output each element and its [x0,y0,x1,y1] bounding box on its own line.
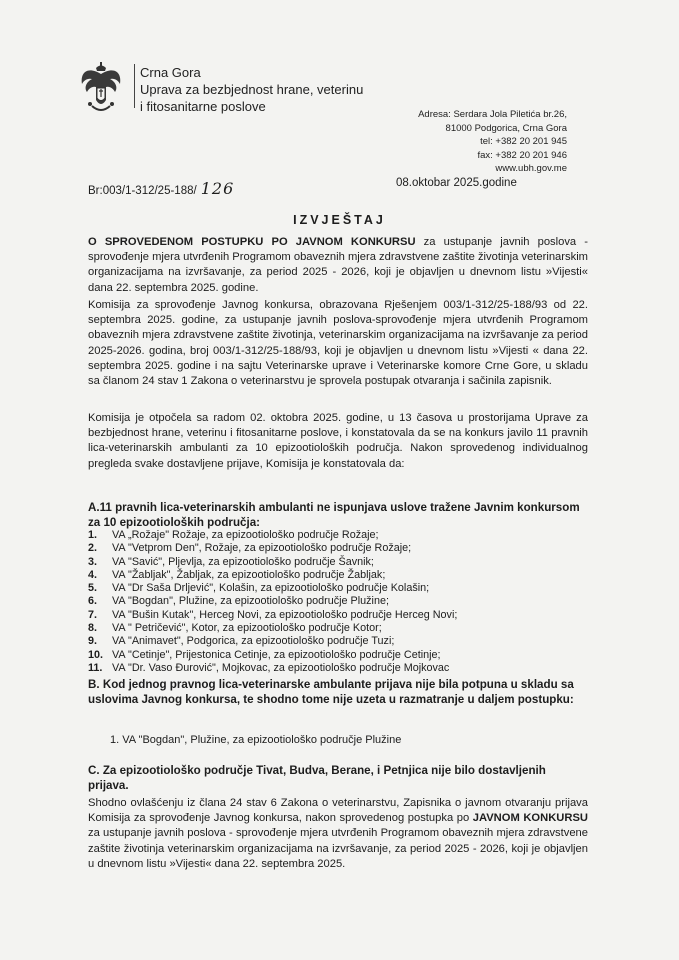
list-item-text: VA "Vetprom Den", Rožaje, za epizootiološko područje Rožaje; [112,542,412,555]
list-item-text: VA "Žabljak", Žabljak, za epizootiološko područje Žabljak; [112,568,386,581]
closing-part2: za ustupanje javnih poslova - sprovođenje mjera utvrđenih Programom obaveznih mjera zdravstvene zaštite životinja veterinarskim organizacijama na izvršavanje, za period 2025 - 2026, koji je objavljen u dnevnom listu »Vijesti« dana 22. septembra 2025. [88,827,588,870]
institution-line: Uprava za bezbjednost hrane, veterinu [140,82,364,97]
list-item-text: VA " Petričević", Kotor, za epizootiološko područje Kotor; [112,622,382,635]
list-item-number: 11. [88,661,103,674]
list-item-text: VA "Dr. Vaso Đurović", Mojkovac, za epizootiološko područje Mojkovac [112,661,450,674]
list-item-number: 6. [88,595,98,608]
document-title: IZVJEŠTAJ [293,213,386,227]
document-date: 08.oktobar 2025.godine [396,177,517,189]
list-item-number: 10. [88,648,104,661]
section-b-item: 1. VA "Bogdan", Plužine, za epizootiološko područje Plužine [110,734,402,746]
list-item [88,609,457,622]
phone-line: tel: +382 20 201 945 [480,136,567,147]
list-item [88,582,457,595]
list-item-number: 7. [88,608,98,621]
fax-line: fax: +382 20 201 946 [477,149,567,161]
institution-line: Crna Gora [140,65,201,80]
list-item [88,529,457,542]
list-item [88,622,457,635]
list-item-number: 3. [88,555,98,568]
section-a-heading: A.11 pravnih lica-veterinarskih ambulanti ne ispunjava uslove tražene Javnim konkursom za 10 epizootioloških područja: [88,501,580,529]
section-c-heading: C. Za epizootiološko područje Tivat, Budva, Berane, i Petnjica nije bilo dostavljenih prijava. [88,764,546,792]
section-a-list [88,529,457,675]
closing-part1: Shodno ovlašćenju iz člana 24 stav 6 Zakona o veterinarstvu, Zapisnika o javnom otvaranju prijava Komisija za sprovođenje Javnog konkursa, nakon sprovedenog postupka po [88,797,588,825]
list-item-number: 1. [88,529,98,541]
section-b-heading: B. Kod jednog pravnog lica-veterinarske ambulante prijava nije bila potpuna u skladu sa uslovima Javnog konkursa, te shodno tome nije uzeta u razmatranje u daljem postupku: [88,678,574,706]
list-item-text: VA "Animavet", Podgorica, za epizootiološko područje Tuzi; [112,635,395,648]
intro-paragraph [88,235,588,296]
list-item-number: 8. [88,622,98,635]
handwritten-number: 126 [200,179,235,198]
list-item-text: VA "Cetinje", Prijestonica Cetinje, za epizootiološko područje Cetinje; [112,648,441,661]
list-item [88,662,457,675]
list-item [88,635,457,648]
list-item [88,542,457,555]
commission-paragraph: Komisija za sprovođenje Javnog konkursa, obrazovana Rješenjem 003/1-312/25-188/93 od 22. septembra 2025. godine, za ustupanje javnih poslova-sprovođenje mjera utvrđenih Programom obaveznih mjera zdravstvene zaštite životinja, veterinarskim organizacijama na izvršavanje za period 2025-2026. godina, broj 003/1-312/25-188/93, koji je objavljen u dnevnom listu »Vijesti « dana 22. septembra 2025. godine i na sajtu Veterinarske uprave i Veterinarske komore Crne Gore, u skladu sa članom 24 stav 1 Zakona o veterinarstvu je sprovela postupak otvaranja i sačinila zapisnik. [88,299,588,388]
closing-paragraph [88,796,588,872]
list-item-number: 2. [88,542,98,555]
list-item-number: 5. [88,582,98,595]
list-item [88,595,457,608]
list-item-text: VA „Rožaje" Rožaje, za epizootiološko područje Rožaje; [112,529,379,541]
list-item-number: 4. [88,568,98,581]
list-item-number: 9. [88,635,98,648]
list-item-text: VA "Dr Saša Drljević", Kolašin, za epizootiološko područje Kolašin; [112,582,430,595]
list-item-text: VA "Bušin Kutak", Herceg Novi, za epizootiološko područje Herceg Novi; [112,608,458,621]
coat-of-arms-icon [78,62,124,118]
institution-name [140,64,363,115]
list-item [88,556,457,569]
work-paragraph: Komisija je otpočela sa radom 02. oktobra 2025. godine, u 13 časova u prostorijama Uprave za bezbjednost hrane, veterinu i fitosanitarne poslove, i konstatovala da se na konkurs javilo 11 pravnih lica-veterinarskih ambulanti za 10 epizootioloških područja. Nakon sprovedenog individualnog pregleda svake dostavljene prijave, Komisija je konstatovala da: [88,412,588,470]
list-item [88,649,457,662]
closing-bold: JAVNOM KONKURSU [472,812,588,825]
website-line: www.ubh.gov.me [495,163,567,174]
intro-rest: za ustupanje javnih poslova - sprovođenje mjera utvrđenih Programom obaveznih mjera zdravstvene zaštite životinja veterinarskim organizacijama na izvršavanje, za period 2025 - 2026, koji je objavljen u dnevnom listu »Vijesti« dana 22. septembra 2025. godine. [88,236,588,294]
header-divider [134,64,135,108]
list-item [88,569,457,582]
address-line: Adresa: Serdara Jola Piletića br.26, [418,109,567,120]
list-item-text: VA "Savić", Pljevlja, za epizootiološko područje Šavnik; [112,555,374,568]
city-line: 81000 Podgorica, Crna Gora [445,122,567,134]
contact-block [418,108,567,176]
institution-line: i fitosanitarne poslove [140,99,266,114]
list-item-text: VA "Bogdan", Plužine, za epizootiološko područje Plužine; [112,595,389,608]
reference-number [88,179,234,198]
reference-number-text: Br:003/1-312/25-188/ [88,185,197,197]
intro-bold: O SPROVEDENOM POSTUPKU PO JAVNOM KONKURSU [88,236,416,248]
